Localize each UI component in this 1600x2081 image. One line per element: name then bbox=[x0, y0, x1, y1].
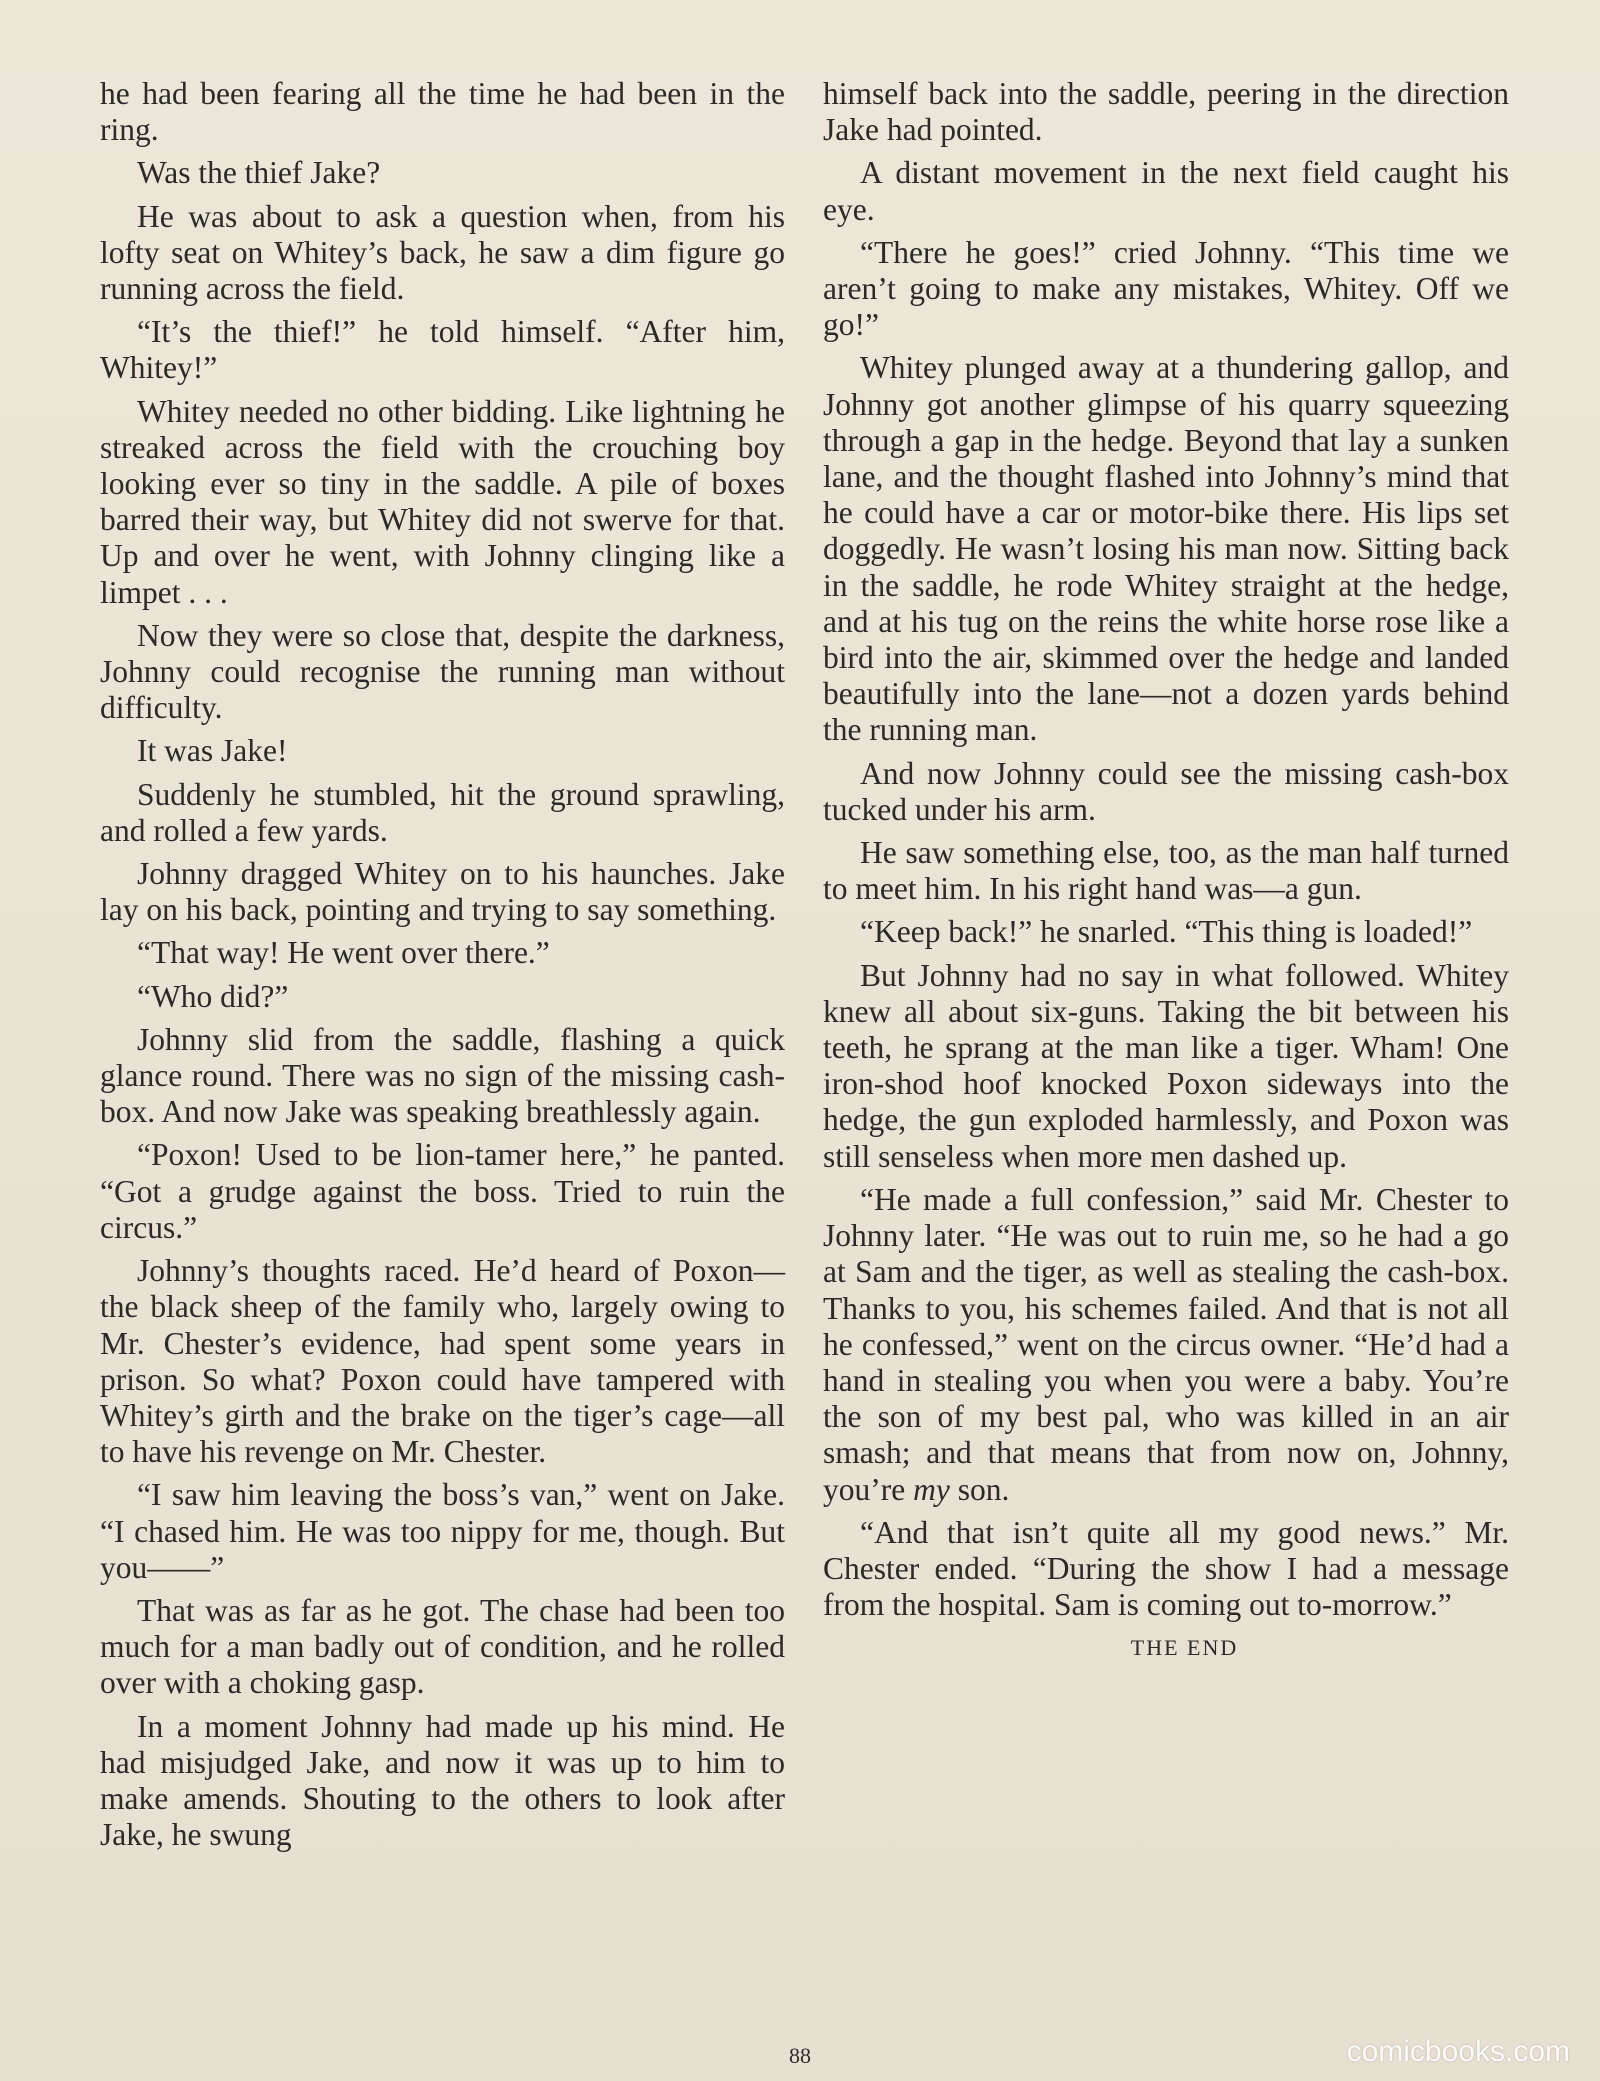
paragraph bbox=[823, 1182, 1509, 1508]
paragraph: A distant movement in the next field caught his eye. bbox=[823, 155, 1509, 227]
paragraph: “Keep back!” he snarled. “This thing is loaded!” bbox=[860, 914, 1473, 950]
text-column-right bbox=[823, 76, 1509, 1674]
paragraph: “That way! He went over there.” bbox=[137, 935, 550, 971]
emphasis-text: my bbox=[913, 1471, 950, 1507]
paragraph: “I saw him leaving the boss’s van,” went on Jake. “I chased him. He was too nippy for me, though. But you——” bbox=[100, 1477, 785, 1585]
paragraph: He saw something else, too, as the man half turned to meet him. In his right hand was—a gun. bbox=[823, 835, 1509, 907]
paragraph: Whitey needed no other bidding. Like lightning he streaked across the field with the crouching boy looking ever so tiny in the saddle. A pile of boxes barred their way, but Whitey did not swerve for that. Up and over he went, with Johnny clinging like a limpet . . . bbox=[100, 393, 785, 610]
paragraph: “Who did?” bbox=[137, 978, 289, 1014]
paragraph: “There he goes!” cried Johnny. “This time we aren’t going to make any mistakes, Whitey. Off we go!” bbox=[823, 234, 1509, 343]
paragraph: In a moment Johnny had made up his mind. He had misjudged Jake, and now it was up to him to make amends. Shouting to the others to look after Jake, he swung bbox=[100, 1708, 785, 1853]
watermark: comicbooks.com bbox=[1346, 2035, 1570, 2068]
paragraph-text: “He made a full confession,” said Mr. Chester to Johnny later. “He was out to ruin me, so he had a go at Sam and the tiger, as well as stealing the cash-box. Thanks to you, his schemes failed. And that is not all he confessed,” went on the circus owner. “He’d had a hand in stealing you when you were a baby. You’re the son of my best pal, who was killed in an air smash; and that means that from now on, Johnny, you’re bbox=[823, 1181, 1509, 1507]
paragraph: Johnny dragged Whitey on to his haunches. Jake lay on his back, pointing and trying to say something. bbox=[100, 856, 785, 928]
paragraph: Whitey plunged away at a thundering gallop, and Johnny got another glimpse of his quarry squeezing through a gap in the hedge. Beyond that lay a sunken lane, and the thought flashed into Johnny’s mind that he could have a car or motor-bike there. His lips set doggedly. He wasn’t losing his man now. Sitting back in the saddle, he rode Whitey straight at the hedge, and at his tug on the reins the white horse rose like a bird into the air, skimmed over the hedge and landed beautifully into the lane—not a dozen yards behind the running man. bbox=[823, 350, 1509, 748]
paragraph: “And that isn’t quite all my good news.” Mr. Chester ended. “During the show I had a message from the hospital. Sam is coming out to-morrow.” bbox=[823, 1514, 1509, 1623]
paragraph: It was Jake! bbox=[137, 733, 288, 769]
text-column-left bbox=[100, 76, 785, 1860]
paragraph: He was about to ask a question when, from his lofty seat on Whitey’s back, he saw a dim figure go running across the field. bbox=[100, 198, 785, 307]
paragraph: That was as far as he got. The chase had been too much for a man badly out of condition, and he rolled over with a choking gasp. bbox=[100, 1592, 785, 1701]
paragraph: “Poxon! Used to be lion-tamer here,” he panted. “Got a grudge against the boss. Tried to ruin the circus.” bbox=[100, 1137, 785, 1245]
paragraph: “It’s the thief!” he told himself. “After him, Whitey!” bbox=[100, 314, 785, 386]
paragraph: Now they were so close that, despite the darkness, Johnny could recognise the running man without difficulty. bbox=[100, 617, 785, 726]
paragraph: And now Johnny could see the missing cash-box tucked under his arm. bbox=[823, 755, 1509, 827]
page-number: 88 bbox=[789, 2043, 811, 2068]
paragraph: Johnny slid from the saddle, flashing a quick glance round. There was no sign of the missing cash-box. And now Jake was speaking breathlessly again. bbox=[100, 1021, 785, 1130]
paragraph: Was the thief Jake? bbox=[137, 155, 381, 191]
paragraph-text: son. bbox=[957, 1471, 1010, 1507]
paragraph: Suddenly he stumbled, hit the ground sprawling, and rolled a few yards. bbox=[100, 776, 785, 848]
paragraph: Johnny’s thoughts raced. He’d heard of Poxon—the black sheep of the family who, largely owing to Mr. Chester’s evidence, had spent some years in prison. So what? Poxon could have tampered with Whitey’s girth and the brake on the tiger’s cage—all to have his revenge on Mr. Chester. bbox=[100, 1253, 785, 1470]
the-end-label: THE END bbox=[1130, 1635, 1239, 1661]
paragraph: himself back into the saddle, peering in the direction Jake had pointed. bbox=[823, 76, 1509, 148]
paragraph: But Johnny had no say in what followed. Whitey knew all about six-guns. Taking the bit between his teeth, he sprang at the man like a tiger. Wham! One iron-shod hoof knocked Poxon sideways into the hedge, the gun exploded harmlessly, and Poxon was still senseless when more men dashed up. bbox=[823, 957, 1509, 1174]
paragraph: he had been fearing all the time he had been in the ring. bbox=[100, 76, 785, 148]
